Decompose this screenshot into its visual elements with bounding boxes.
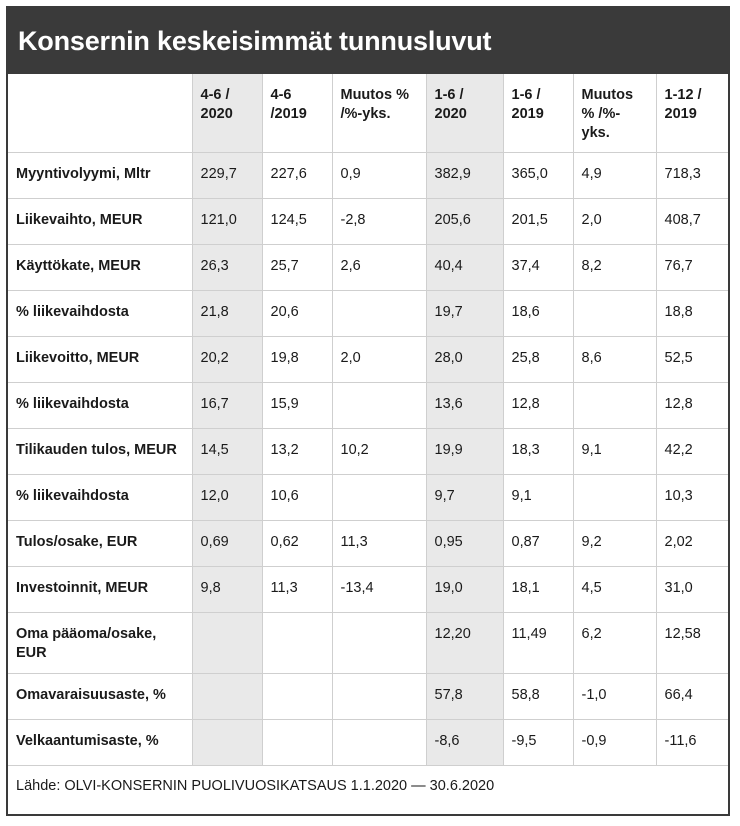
cell-q2-change: 0,9 (332, 152, 426, 198)
cell-q2-2020: 0,69 (192, 520, 262, 566)
cell-h1-change (573, 290, 656, 336)
header-fy-2019: 1-12 / 2019 (656, 74, 728, 152)
cell-q2-2020 (192, 612, 262, 673)
cell-h1-change: -0,9 (573, 719, 656, 765)
cell-h1-change: 4,5 (573, 566, 656, 612)
row-label: Tilikauden tulos, MEUR (8, 428, 192, 474)
cell-q2-2019: 13,2 (262, 428, 332, 474)
kpi-table (8, 74, 728, 766)
cell-h1-2020: 13,6 (426, 382, 503, 428)
table-row (8, 244, 728, 290)
cell-h1-change: -1,0 (573, 673, 656, 719)
cell-h1-2019: 18,6 (503, 290, 573, 336)
cell-h1-change: 8,2 (573, 244, 656, 290)
cell-q2-2019 (262, 612, 332, 673)
cell-q2-2019: 20,6 (262, 290, 332, 336)
cell-h1-2019: 12,8 (503, 382, 573, 428)
cell-h1-2019: 37,4 (503, 244, 573, 290)
cell-h1-2019: 18,3 (503, 428, 573, 474)
cell-q2-change (332, 612, 426, 673)
table-row (8, 673, 728, 719)
cell-h1-2020: 205,6 (426, 198, 503, 244)
cell-h1-2020: 382,9 (426, 152, 503, 198)
cell-q2-2020: 229,7 (192, 152, 262, 198)
cell-q2-change: 11,3 (332, 520, 426, 566)
cell-h1-2020: 57,8 (426, 673, 503, 719)
header-h1-2020: 1-6 / 2020 (426, 74, 503, 152)
cell-h1-2019: -9,5 (503, 719, 573, 765)
row-label: % liikevaihdosta (8, 290, 192, 336)
cell-q2-2020 (192, 673, 262, 719)
cell-h1-change (573, 474, 656, 520)
cell-q2-2019 (262, 719, 332, 765)
cell-h1-change (573, 382, 656, 428)
cell-fy-2019: 31,0 (656, 566, 728, 612)
cell-q2-2020: 9,8 (192, 566, 262, 612)
cell-fy-2019: 42,2 (656, 428, 728, 474)
cell-fy-2019: 2,02 (656, 520, 728, 566)
row-label: Velkaantumisaste, % (8, 719, 192, 765)
cell-q2-2019: 227,6 (262, 152, 332, 198)
cell-fy-2019: 52,5 (656, 336, 728, 382)
cell-h1-2020: 19,9 (426, 428, 503, 474)
row-label: % liikevaihdosta (8, 474, 192, 520)
cell-q2-2020: 20,2 (192, 336, 262, 382)
cell-h1-2020: 28,0 (426, 336, 503, 382)
cell-q2-change: -2,8 (332, 198, 426, 244)
cell-h1-2019: 201,5 (503, 198, 573, 244)
cell-fy-2019: 718,3 (656, 152, 728, 198)
cell-h1-2019: 58,8 (503, 673, 573, 719)
cell-h1-2019: 18,1 (503, 566, 573, 612)
row-label: Käyttökate, MEUR (8, 244, 192, 290)
row-label: Investoinnit, MEUR (8, 566, 192, 612)
table-row (8, 290, 728, 336)
row-label: Tulos/osake, EUR (8, 520, 192, 566)
table-row (8, 336, 728, 382)
table-row (8, 612, 728, 673)
row-label: Omavaraisuusaste, % (8, 673, 192, 719)
cell-h1-change: 9,1 (573, 428, 656, 474)
cell-h1-2019: 0,87 (503, 520, 573, 566)
header-h1-change: Muutos % /%-yks. (573, 74, 656, 152)
table-title: Konsernin keskeisimmät tunnusluvut (18, 25, 492, 56)
cell-q2-2020: 14,5 (192, 428, 262, 474)
row-label: % liikevaihdosta (8, 382, 192, 428)
cell-fy-2019: 408,7 (656, 198, 728, 244)
row-label: Liikevoitto, MEUR (8, 336, 192, 382)
table-row (8, 719, 728, 765)
table-row (8, 566, 728, 612)
cell-h1-2019: 365,0 (503, 152, 573, 198)
cell-h1-2020: 0,95 (426, 520, 503, 566)
table-row (8, 474, 728, 520)
cell-q2-2020 (192, 719, 262, 765)
row-label: Myyntivolyymi, Mltr (8, 152, 192, 198)
cell-q2-2019: 0,62 (262, 520, 332, 566)
header-row (8, 74, 728, 152)
cell-q2-2019: 25,7 (262, 244, 332, 290)
table-row (8, 382, 728, 428)
cell-fy-2019: 18,8 (656, 290, 728, 336)
table-row (8, 428, 728, 474)
cell-q2-change: -13,4 (332, 566, 426, 612)
cell-h1-2020: 19,7 (426, 290, 503, 336)
source-note: Lähde: OLVI-KONSERNIN PUOLIVUOSIKATSAUS 1.1.2020 — 30.6.2020 (16, 777, 495, 794)
row-label: Oma pääoma/osake, EUR (8, 612, 192, 673)
cell-h1-2020: 19,0 (426, 566, 503, 612)
cell-q2-2019: 124,5 (262, 198, 332, 244)
cell-q2-change (332, 290, 426, 336)
cell-q2-change: 10,2 (332, 428, 426, 474)
header-label-cell (8, 74, 192, 152)
row-label: Liikevaihto, MEUR (8, 198, 192, 244)
cell-h1-change: 2,0 (573, 198, 656, 244)
header-q2-change: Muutos % /%-yks. (332, 74, 426, 152)
cell-q2-2019: 15,9 (262, 382, 332, 428)
cell-q2-2019 (262, 673, 332, 719)
cell-h1-2020: 9,7 (426, 474, 503, 520)
cell-q2-change (332, 382, 426, 428)
cell-q2-2020: 121,0 (192, 198, 262, 244)
cell-q2-2020: 12,0 (192, 474, 262, 520)
cell-h1-change: 6,2 (573, 612, 656, 673)
cell-q2-2020: 16,7 (192, 382, 262, 428)
cell-q2-change: 2,6 (332, 244, 426, 290)
cell-h1-change: 9,2 (573, 520, 656, 566)
cell-h1-2020: 40,4 (426, 244, 503, 290)
cell-h1-2019: 9,1 (503, 474, 573, 520)
header-q2-2019: 4-6 /2019 (262, 74, 332, 152)
header-h1-2019: 1-6 / 2019 (503, 74, 573, 152)
kpi-card (6, 6, 730, 816)
cell-q2-2019: 11,3 (262, 566, 332, 612)
cell-h1-2020: 12,20 (426, 612, 503, 673)
cell-q2-change (332, 719, 426, 765)
cell-h1-change: 8,6 (573, 336, 656, 382)
cell-q2-2020: 21,8 (192, 290, 262, 336)
cell-h1-2019: 25,8 (503, 336, 573, 382)
title-bar (8, 8, 728, 74)
cell-h1-2020: -8,6 (426, 719, 503, 765)
cell-fy-2019: 12,8 (656, 382, 728, 428)
cell-q2-change (332, 673, 426, 719)
cell-q2-change: 2,0 (332, 336, 426, 382)
cell-q2-2019: 10,6 (262, 474, 332, 520)
table-row (8, 152, 728, 198)
cell-fy-2019: 76,7 (656, 244, 728, 290)
cell-q2-2020: 26,3 (192, 244, 262, 290)
table-row (8, 198, 728, 244)
cell-fy-2019: 66,4 (656, 673, 728, 719)
table-row (8, 520, 728, 566)
cell-fy-2019: 10,3 (656, 474, 728, 520)
cell-h1-change: 4,9 (573, 152, 656, 198)
cell-h1-2019: 11,49 (503, 612, 573, 673)
cell-q2-change (332, 474, 426, 520)
header-q2-2020: 4-6 / 2020 (192, 74, 262, 152)
cell-fy-2019: 12,58 (656, 612, 728, 673)
cell-fy-2019: -11,6 (656, 719, 728, 765)
cell-q2-2019: 19,8 (262, 336, 332, 382)
